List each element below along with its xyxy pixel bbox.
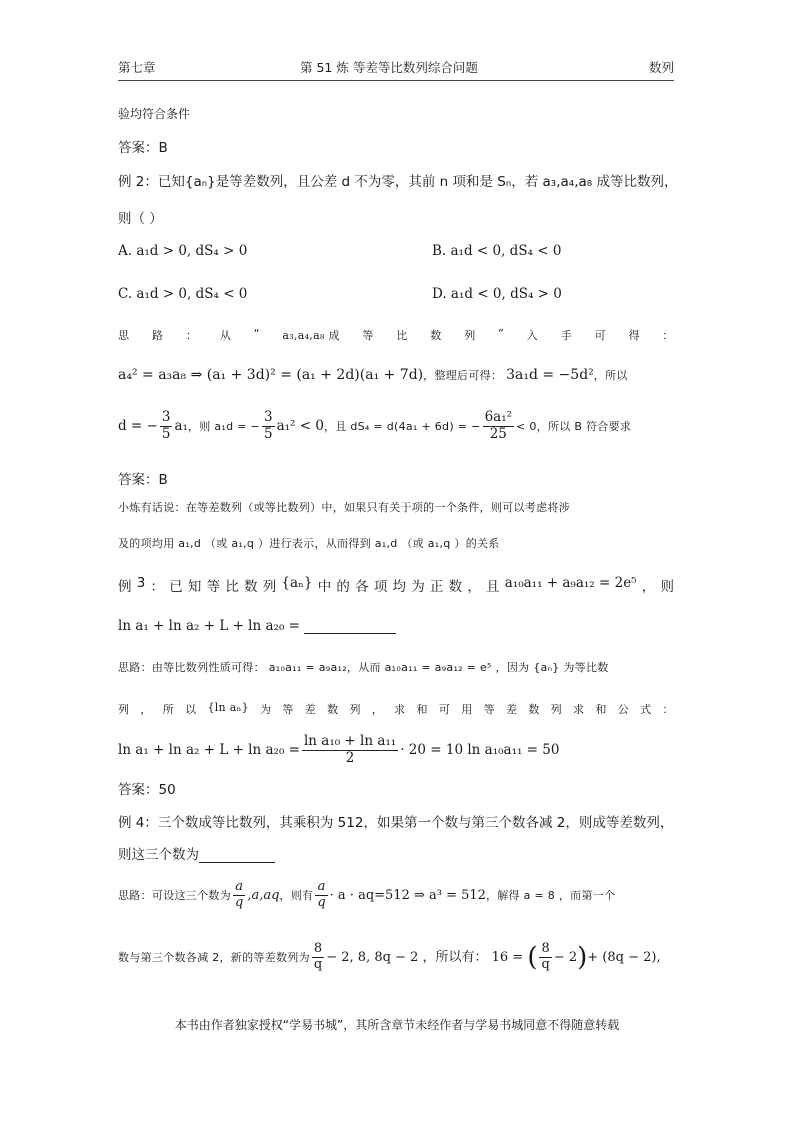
denominator: 2 [345,749,355,766]
example-2-line2: 则（ ） [118,211,163,227]
text-segment: 手 [560,329,573,342]
text: ，且 dS₄ = d(4a₁ + 6d) = − [323,420,481,434]
text-segment: 列 [349,703,361,716]
denominator: 5 [263,425,273,442]
text-segment: ， [371,703,384,716]
text-segment: ： [662,703,674,716]
text-segment: 知 [187,579,202,595]
text-segment: 可 [438,703,451,716]
text-segment: 已 [169,579,183,595]
text-segment: 路 [151,329,164,342]
option-a: A. a₁d > 0, dS₄ > 0 [118,243,248,259]
text-segment: 3 [136,575,146,591]
text-segment: 和 [595,703,607,716]
text: < 0，所以 B 符合要求 [516,420,632,434]
numerator: a [233,880,245,896]
denominator: q [541,956,550,972]
fraction [312,942,324,973]
text-segment: 入 [526,329,539,342]
solution-2-line1 [118,327,674,343]
answer-blank [304,619,396,634]
equation: a₁² < 0 [276,418,324,435]
denominator: 25 [489,425,507,442]
answer-3: 答案：50 [118,782,176,798]
option-b: B. a₁d < 0, dS₄ < 0 [432,243,562,259]
text-segment: 从 [219,329,232,342]
equation: a₁ [174,418,188,435]
fraction [315,880,327,911]
text: 思路：可设这三个数为 [118,888,231,902]
text-segment: 均 [392,579,407,595]
equation: ln a₁ + ln a₂ + L + ln a₂₀ = [118,742,300,759]
solution-2-line2 [118,367,628,383]
text: ，整理后可得： [423,369,503,382]
text-segment: 数 [448,579,463,595]
text-segment: 列 [262,579,277,595]
text-segment: 差 [304,703,317,716]
text-segment: {ln aₙ} [207,701,249,714]
equation: ,a,aq [247,887,280,903]
fraction [483,410,514,442]
text-segment: 为 [411,579,425,595]
text-segment: 正 [429,579,444,595]
text: 则这三个数为 [118,847,199,863]
text-segment: 为 [260,703,272,716]
text-segment: a₃,a₄,a₈ 成 [282,329,340,342]
text-segment: 求 [394,703,406,716]
text-segment: ” [498,327,505,340]
text-segment: {aₙ} [281,575,313,591]
text-segment: 得 [628,329,640,342]
answer-2: 答案：B [118,472,168,488]
numerator: 3 [161,409,171,425]
text-segment: 则 [660,579,674,595]
numerator: 6a₁² [484,409,513,425]
numerator: 8 [539,942,551,958]
equation: · 20 = 10 ln a₁₀a₁₁ = 50 [400,742,560,759]
text-segment: 例 [118,579,132,595]
example-4-line1: 例 4：三个数成等比数列，其乘积为 512，如果第一个数与第三个数各减 2，则成等差数列， [118,815,674,831]
fraction [262,410,275,442]
solution-2-line3 [118,410,631,442]
solution-4-line2 [118,942,661,973]
text: ，所以 [593,369,628,382]
left-paren: ( [527,942,538,973]
text-segment: a₁₀a₁₁ + a₉a₁₂ = 2e⁵ [504,575,637,591]
fraction [160,410,173,442]
equation: · a · aq=512 ⇒ a³ = 512 [329,887,486,903]
fraction [233,880,245,911]
text-segment: 数 [528,703,540,716]
text-segment: 列 [118,703,130,716]
text-segment: 比 [225,579,239,595]
text-segment: 比 [396,329,408,342]
numerator: 3 [263,409,273,425]
answer-blank [199,848,275,863]
note-line1: 小炼有话说：在等差数列（或等比数列）中，如果只有关于项的一个条件，则可以考虑将涉 [118,501,570,514]
equation: d = − [118,418,158,435]
text: ，解得 a = 8 ，而第一个 [485,888,616,902]
text-segment: 数 [327,703,339,716]
note-line2: 及的项均用 a₁,d （或 a₁,q ）进行表示，从而得到 a₁,d （或 a₁,q ）的关系 [118,537,500,550]
example-3-line2 [118,618,396,634]
text-segment: 数 [430,329,442,342]
numerator: a [315,880,327,896]
text-segment: 列 [550,703,562,716]
text-segment: ： [185,329,198,342]
example-4-line2 [118,843,275,863]
solution-3-line1: 思路：由等比数列性质可得： a₁₀a₁₁ = a₉a₁₂，从而 a₁₀a₁₁ = a₉a₁₂ = e⁵ ，因为 {aₙ} 为等比数 [118,661,609,674]
text-segment: ， [140,703,152,716]
denominator: 5 [161,425,171,442]
text-segment: 和 [416,703,428,716]
text-segment: ， [641,579,656,595]
equation: 3a₁d = −5d² [506,367,594,383]
equation: − 2, 8, 8q − 2 ，所以有： 16 = [326,949,524,965]
text-segment: 以 [185,703,197,716]
example-3-line1 [118,575,674,595]
equation: − 2 [553,949,578,965]
text-segment: ， [467,579,481,595]
text-segment: 中 [317,579,332,595]
option-d: D. a₁d < 0, dS₄ > 0 [432,286,562,302]
denominator: q [317,894,326,910]
right-paren: ) [577,942,588,973]
header-title: 第 51 炼 等差等比数列综合问题 [300,60,478,75]
solution-4-line1 [118,880,615,911]
solution-3-line3 [118,734,559,766]
numerator: ln a₁₀ + ln a₁₁ [303,733,397,749]
text-segment: 求 [573,703,585,716]
text: 数与第三个数各减 2，新的等差数列为 [118,950,310,964]
header-chapter: 第七章 [118,60,156,75]
fraction [302,734,398,766]
text-segment: 的 [336,579,350,595]
text-segment: 可 [594,329,606,342]
text-segment: 所 [162,703,175,716]
text-segment: 各 [355,579,369,595]
option-c: C. a₁d > 0, dS₄ < 0 [118,286,248,302]
example-2-line1: 例 2：已知{aₙ}是等差数列，且公差 d 不为零，其前 n 项和是 Sₙ，若 a₃,a₄,a₈ 成等比数列， [118,174,678,190]
text: ，则 a₁d = − [187,420,260,434]
equation: ln a₁ + ln a₂ + L + ln a₂₀ = [118,618,300,634]
answer-1: 答案：B [118,140,168,156]
footer-copyright: 本书由作者独家授权“学易书城”，其所含章节未经作者与学易书城同意不得随意转载 [174,1018,620,1032]
equation: + (8q − 2), [587,949,661,965]
text-line: 验均符合条件 [118,107,191,121]
text-segment: 数 [244,579,258,595]
text-segment: 等 [206,579,221,595]
text-segment: 等 [282,703,294,716]
denominator: q [235,894,244,910]
text-segment: “ [253,327,260,340]
denominator: q [313,956,323,972]
numerator: 8 [312,942,324,958]
text-segment: 用 [461,703,473,716]
text-segment: 项 [373,579,388,595]
text-segment: 且 [486,579,500,595]
text: ，则有 [279,888,314,902]
text-segment: 思 [118,329,130,342]
text-segment: 列 [464,329,476,342]
solution-3-line2 [118,701,674,717]
text-segment: 式 [640,703,652,716]
equation: a₄² = a₃a₈ ⇒ (a₁ + 3d)² = (a₁ + 2d)(a₁ + 7d) [118,367,424,383]
header-rule [118,80,674,81]
fraction [539,942,551,973]
text-segment: 差 [505,703,518,716]
text-segment: 等 [362,329,374,342]
text-segment: 等 [483,703,495,716]
header-section: 数列 [649,60,675,75]
text-segment: 公 [617,703,630,716]
text-segment: ： [150,579,164,595]
text-segment: ： [662,329,674,342]
